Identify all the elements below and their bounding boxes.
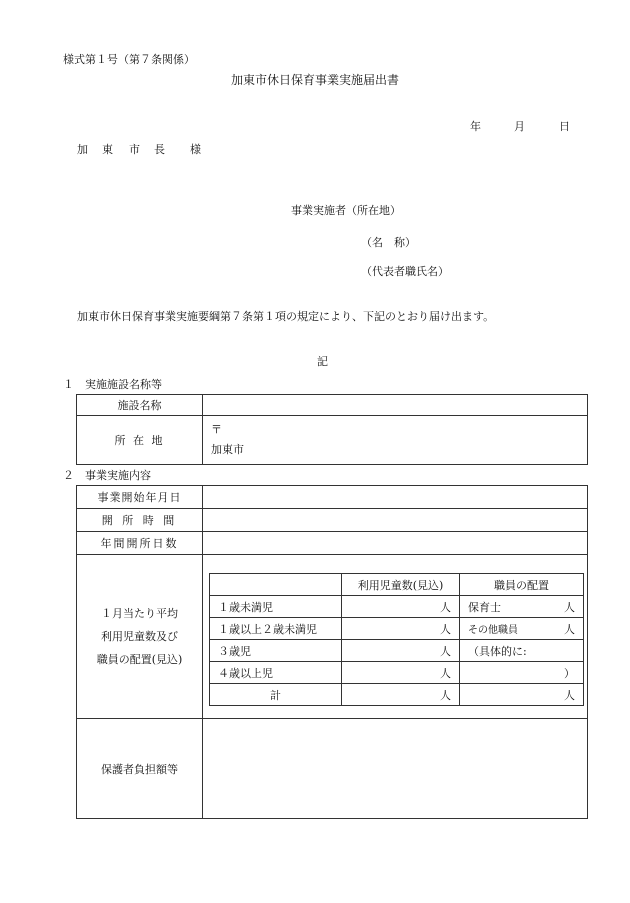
staff-unit: 人: [564, 622, 575, 636]
start-date-value[interactable]: [203, 486, 588, 509]
document-title: 加東市休日保育事業実施届出書: [230, 73, 399, 87]
staff-role: その他職員: [468, 624, 518, 636]
average-label-line-1: １月当たり平均: [101, 607, 178, 620]
section2-heading: ２ 事業実施内容: [63, 469, 151, 482]
facility-address-label: 所 在 地: [77, 416, 203, 465]
statement-text: 加東市休日保育事業実施要綱第７条第１項の規定により、下記のとおり届け出ます。: [77, 310, 495, 323]
average-children-label: [77, 555, 203, 719]
inner-header-blank: [210, 574, 342, 596]
operation-table: [76, 485, 588, 819]
staff-role: 保育士: [468, 600, 501, 614]
staff-cell[interactable]: [460, 640, 584, 662]
annual-days-label: 年間開所日数: [77, 532, 203, 555]
guardian-fee-label: 保護者負担額等: [77, 719, 203, 819]
applicant-rep-label: （代表者職氏名）: [361, 265, 449, 278]
children-staff-table: [209, 573, 584, 706]
age-row-label: １歳未満児: [210, 596, 342, 618]
facility-name-label: 施設名称: [77, 395, 203, 416]
form-number: 様式第１号（第７条関係）: [63, 53, 195, 66]
facility-table: [76, 394, 588, 465]
staff-cell[interactable]: [460, 596, 584, 618]
facility-name-value[interactable]: [203, 395, 588, 416]
average-label-line-2: 利用児童数及び: [101, 630, 178, 643]
children-count-cell[interactable]: 人: [342, 662, 460, 684]
staff-cell[interactable]: [460, 662, 584, 684]
staff-cell[interactable]: [460, 618, 584, 640]
addressee-char-3: 市: [129, 143, 140, 156]
addressee-char-2: 東: [102, 143, 113, 156]
children-count-cell[interactable]: 人: [342, 640, 460, 662]
annual-days-value[interactable]: [203, 532, 588, 555]
average-children-cell: [203, 555, 588, 719]
opening-hours-label: 開 所 時 間: [77, 509, 203, 532]
children-count-cell[interactable]: 人: [342, 618, 460, 640]
date-year: 年: [470, 120, 481, 133]
age-row-label: １歳以上２歳未満児: [210, 618, 342, 640]
staff-close-paren: ）: [564, 666, 575, 680]
address-city: 加東市: [211, 443, 244, 456]
opening-hours-value[interactable]: [203, 509, 588, 532]
average-label-line-3: 職員の配置(見込): [96, 653, 183, 666]
postal-mark: 〒: [211, 423, 222, 436]
total-label: 計: [210, 684, 342, 706]
age-row-label: ３歳児: [210, 640, 342, 662]
guardian-fee-value[interactable]: [203, 719, 588, 819]
addressee-char-1: 加: [77, 143, 88, 156]
children-count-cell[interactable]: 人: [342, 596, 460, 618]
start-date-label: 事業開始年月日: [77, 486, 203, 509]
date-day: 日: [559, 120, 570, 133]
section1-heading: １ 実施施設名称等: [63, 378, 162, 391]
applicant-location-label: 事業実施者（所在地）: [291, 204, 401, 217]
facility-address-value[interactable]: [203, 416, 588, 465]
total-staff-cell[interactable]: 人: [460, 684, 584, 706]
addressee-honorific: 様: [190, 143, 201, 156]
age-row-label: ４歳以上児: [210, 662, 342, 684]
children-header: 利用児童数(見込): [342, 574, 460, 596]
staff-role: （具体的に:: [468, 644, 527, 658]
staff-unit: 人: [564, 600, 575, 614]
date-month: 月: [514, 120, 525, 133]
addressee-char-4: 長: [154, 143, 165, 156]
staff-header: 職員の配置: [460, 574, 584, 596]
ki-mark: 記: [317, 355, 328, 368]
total-children-cell[interactable]: 人: [342, 684, 460, 706]
applicant-name-label: （名 称）: [361, 236, 416, 249]
